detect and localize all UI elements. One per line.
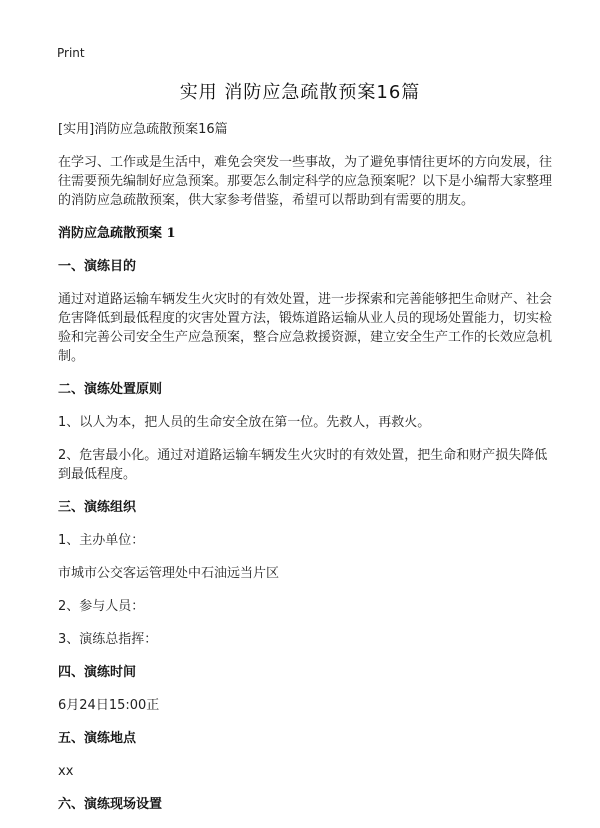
plan-heading: 消防应急疏散预案 1 <box>58 226 176 241</box>
organizer-value: 市城市公交客运管理处中石油远当片区 <box>58 566 280 581</box>
intro-paragraph: 在学习、工作或是生活中，难免会突发一些事故，为了避免事情往更坏的方向发展，往往需要预先编制好应急预案。那要怎么制定科学的应急预案呢？以下是小编帮大家整理的消防应急疏散预案，供大家参考借鉴，希望可以帮助到有需要的朋友。 <box>58 155 553 208</box>
section-text-purpose: 通过对道路运输车辆发生火灾时的有效处置，进一步探索和完善能够把生命财产、社会危害降低到最低程度的灾害处置方法，锻炼道路运输从业人员的现场处置能力，切实检验和完善公司安全生产应急预案，整合应急救援资源，建立安全生产工作的长效应急机制。 <box>58 292 553 364</box>
principle-item-2: 2、危害最小化。通过对道路运输车辆发生火灾时的有效处置，把生命和财产损失降低到最低程度。 <box>58 448 548 482</box>
drill-location: xx <box>58 764 74 779</box>
section-heading-principles: 二、演练处置原则 <box>58 382 163 397</box>
participants-label: 2、参与人员： <box>58 599 145 614</box>
principle-item-1: 1、以人为本，把人员的生命安全放在第一位。先救人，再救火。 <box>58 415 431 430</box>
document-body <box>58 120 558 828</box>
commander-label: 3、演练总指挥： <box>58 632 158 647</box>
section-heading-site-setup: 六、演练现场设置 <box>58 797 163 812</box>
document-subtitle: [实用]消防应急疏散预案16篇 <box>58 122 228 137</box>
section-heading-time: 四、演练时间 <box>58 665 137 680</box>
section-heading-purpose: 一、演练目的 <box>58 259 137 274</box>
organizer-label: 1、主办单位： <box>58 533 145 548</box>
section-heading-organization: 三、演练组织 <box>58 500 137 515</box>
section-heading-location: 五、演练地点 <box>58 731 137 746</box>
document-title: 实用 消防应急疏散预案16篇 <box>179 82 421 103</box>
drill-time: 6月24日15:00正 <box>58 698 160 713</box>
print-label[interactable]: Print <box>57 46 85 60</box>
